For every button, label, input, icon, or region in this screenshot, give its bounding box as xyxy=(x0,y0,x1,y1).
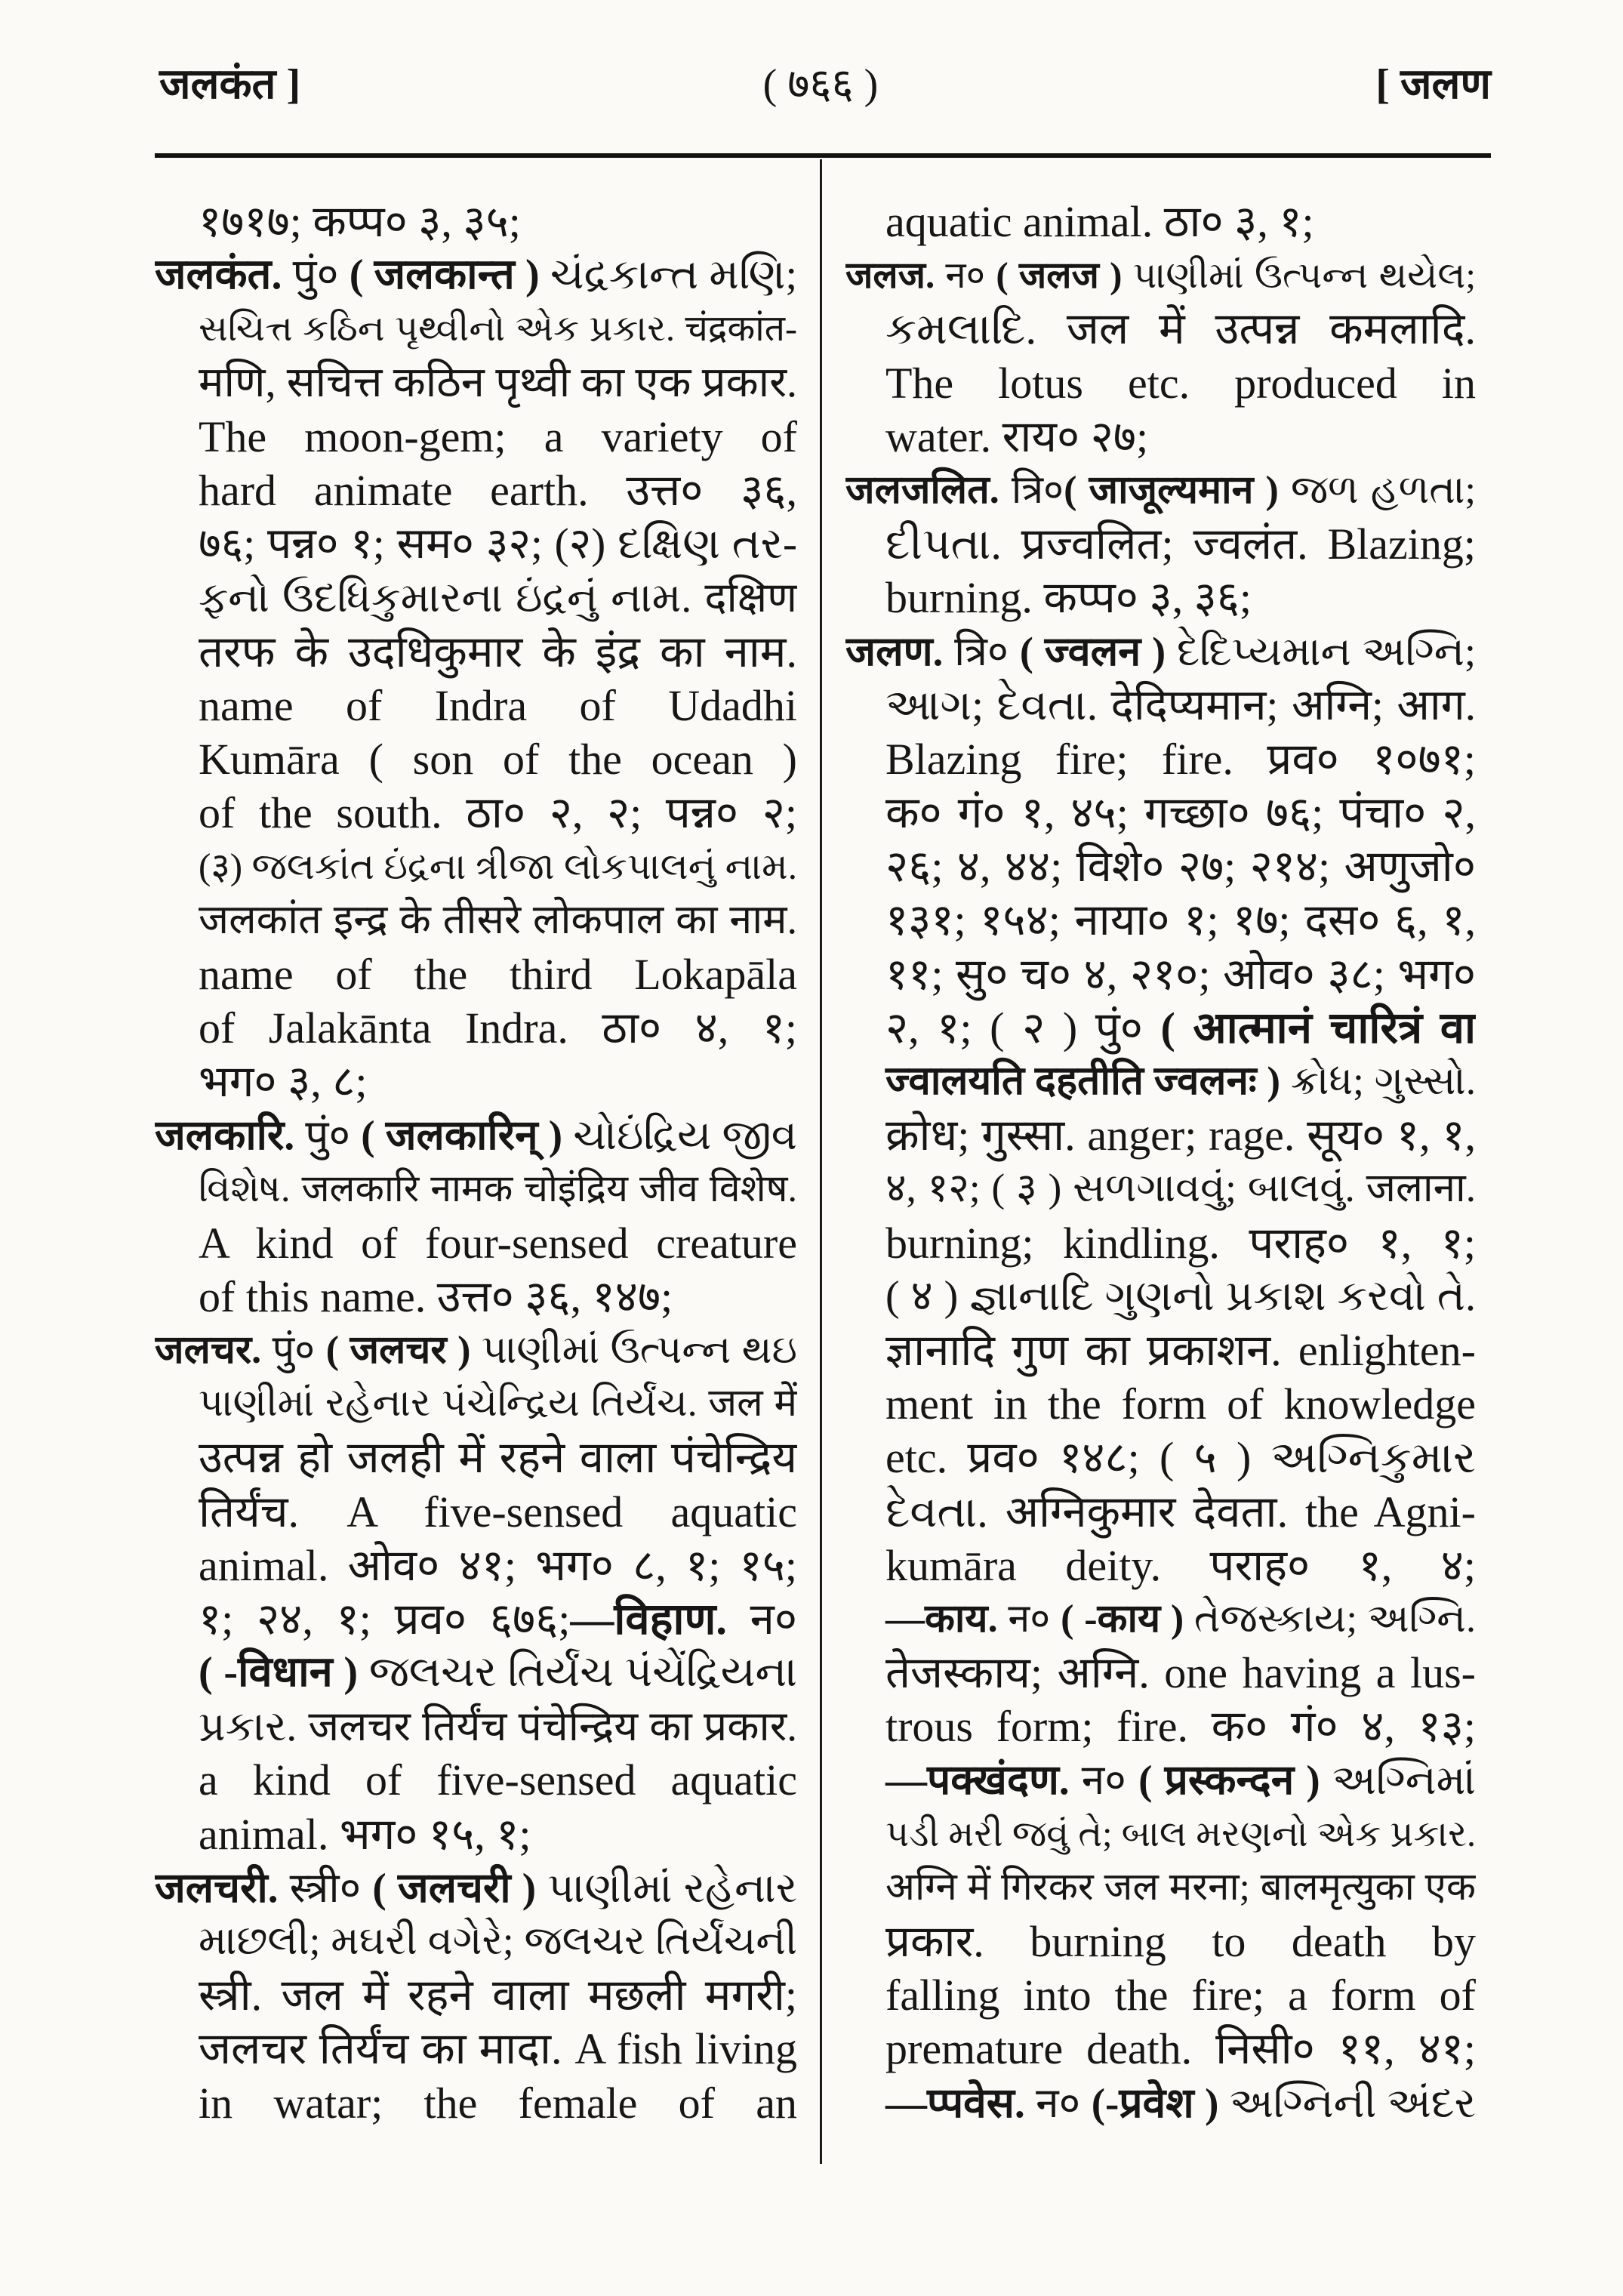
dict-line xyxy=(845,1592,1476,1646)
sub-entry-headword: —पक्खंदण. xyxy=(885,1757,1070,1804)
text-run: त्रि० xyxy=(943,628,1020,674)
dict-line xyxy=(845,625,1476,679)
text-run: न० xyxy=(1024,2079,1092,2126)
dict-line: ज्ञानादि गुण का प्रकाशन. enlighten- xyxy=(885,1325,1476,1375)
dict-line: ફનો ઉદધિકુમારના ઇંદ્રનું નામ. दक्षिण xyxy=(199,575,797,621)
dict-line xyxy=(155,1592,797,1646)
dict-line: (३) જલકાંત ઇંદ્રના ત્રીજા લોકપાલનું નામ. xyxy=(199,846,797,888)
header-rule xyxy=(155,153,1491,158)
dict-line xyxy=(155,1324,797,1377)
dict-line: of Jalakānta Indra. ठा० ४, १; xyxy=(199,1003,797,1052)
dict-line: जलचर तिर्यंच का मादा. A fish living xyxy=(199,2024,797,2074)
sub-entry-headword: —काय. xyxy=(885,1597,998,1641)
dict-line: of the south. ठा० २, २; पन्न० २; xyxy=(199,788,797,838)
dict-line: કમલાદિ. जल में उत्पन्न कमलादि. xyxy=(885,304,1476,354)
text-run: અગ્નિમાં xyxy=(1320,1757,1476,1804)
column-divider xyxy=(820,159,822,2164)
text-run: न० xyxy=(997,1597,1061,1641)
dict-line: तिर्यंच. A five-sensed aquatic xyxy=(199,1487,797,1536)
dict-line: animal. भग० १५, १; xyxy=(199,1809,531,1859)
text-run: અગ્નિની અંદર xyxy=(1218,2079,1476,2126)
left-column xyxy=(155,195,797,2139)
headword: जलचरी. xyxy=(155,1864,279,1911)
sanskrit-term: ( जलकारिन् ) xyxy=(361,1112,563,1159)
dict-entry xyxy=(845,464,1476,625)
text-run: પાણીમાં ઉત્પન્ન થયેલ; xyxy=(1122,254,1476,297)
dict-line xyxy=(845,464,1476,517)
dict-entry xyxy=(845,625,1476,2130)
dict-line: Blazing fire; fire. प्रव० १०७१; xyxy=(885,734,1476,784)
dict-line: name of the third Lokapāla xyxy=(199,949,797,999)
dict-line: मणि, सचित्त कठिन पृथ्वी का एक प्रकार. xyxy=(199,359,797,406)
headword: जलचर. xyxy=(155,1328,262,1372)
dict-line: तरफ के उदधिकुमार के इंद्र का नाम. xyxy=(199,627,797,676)
dict-line: A kind of four-sensed creature xyxy=(199,1218,797,1268)
dict-line: વિશેષ. जलकारि नामक चोइंद्रिय जीव विशेष. xyxy=(199,1167,797,1210)
dict-line: premature death. निसी० ११, ४१; xyxy=(885,2024,1476,2074)
text-run: તેજસ્કાય; અગ્નિ. xyxy=(1184,1597,1476,1641)
sanskrit-term: (-प्रवेश ) xyxy=(1091,2079,1219,2126)
text-run: न० xyxy=(1069,1757,1139,1804)
dict-entry xyxy=(155,1861,797,2130)
sanskrit-term: ( जलचर ) xyxy=(325,1328,471,1372)
sanskrit-term: ( जलज ) xyxy=(996,254,1123,297)
dict-entry xyxy=(155,248,797,1108)
dict-line: १३१; १५४; नाया० १; १७; दस० ६, १, xyxy=(885,895,1476,945)
text-run: पुं० xyxy=(282,251,350,299)
sanskrit-term: ( जाजूल्यमान ) xyxy=(1064,468,1279,512)
dict-line: तेजस्काय; अग्नि. one having a lus- xyxy=(885,1648,1476,1698)
headword: जलकंत. xyxy=(155,251,282,299)
page-number: ( ७६६ ) xyxy=(762,61,879,108)
dict-line: ७६; पन्न० १; सम० ३२; (२) દક્ષિણ તર- xyxy=(199,520,797,569)
dict-line xyxy=(845,1055,1476,1108)
text-run: ક્રોધ; ગુસ્સો. xyxy=(1280,1059,1476,1103)
dict-entry xyxy=(155,1108,797,1324)
running-header-left: जलकंत ] xyxy=(159,61,301,108)
dict-entry xyxy=(155,195,797,248)
dict-line: trous form; fire. क० गं० ४, १३; xyxy=(885,1702,1476,1752)
dict-line: क्रोध; गुस्सा. anger; rage. सूय० १, १, xyxy=(885,1111,1476,1160)
dict-line: ४, १२; ( ३ ) સળગાવવું; બાલવું. जलाना. xyxy=(885,1166,1476,1211)
text-run: દેદિપ્યમાન અગ્નિ; xyxy=(1166,628,1476,674)
headword: जलजलित. xyxy=(845,468,999,512)
text-run: त्रि० xyxy=(999,468,1064,512)
sub-entry-headword: —विहाण. xyxy=(570,1594,727,1644)
dict-line: २६; ४, ४४; विशे० २७; २१४; अणुजो० xyxy=(885,842,1476,892)
dict-line: hard animate earth. उत्त० ३६, xyxy=(199,465,797,515)
dict-line: પડી મરી જવું તે; બાલ મરણનો એક પ્રકાર. xyxy=(885,1814,1476,1854)
text-run: પાણીમાં ઉત્પન્ન થઇ xyxy=(470,1328,797,1372)
dict-line: ment in the form of knowledge xyxy=(885,1379,1476,1429)
sanskrit-term: ( -काय ) xyxy=(1061,1597,1184,1641)
text-run: પાણીમાં રહેનાર xyxy=(536,1864,797,1911)
dict-entry xyxy=(845,248,1476,464)
dict-line xyxy=(845,1753,1476,1807)
sanskrit-term: ( ज्वलन ) xyxy=(1019,628,1166,674)
running-header-right: [ जलण xyxy=(1375,61,1491,108)
dict-line: દેવતા. अग्निकुमार देवता. the Agni- xyxy=(885,1487,1476,1536)
dict-line xyxy=(845,1001,1476,1055)
sanskrit-term: ( -विधान ) xyxy=(199,1649,359,1697)
dict-line: The moon-gem; a variety of xyxy=(199,411,797,461)
dict-line: પ્રકાર. जलचर तिर्यंच पंचेन्द्रिय का प्रकार. xyxy=(199,1703,797,1750)
text-run: स्त्री० xyxy=(278,1864,373,1911)
sanskrit-term: ( आत्मानं चारित्रं वा xyxy=(1160,1003,1476,1052)
dict-line: अग्नि में गिरकर जल मरना; बालमृत्युका एक xyxy=(885,1866,1476,1909)
dict-line: દીપતા. प्रज्वलित; ज्वलंत. Blazing; xyxy=(885,519,1476,569)
text-run: ચોઇંદ્રિય જીવ xyxy=(562,1112,797,1159)
sanskrit-term: ज्वालयति दहतीति ज्वलनः ) xyxy=(885,1059,1280,1103)
dict-line: भग० ३, ८; xyxy=(199,1057,368,1106)
dict-line: water. राय० २७; xyxy=(885,411,1149,461)
dict-line: burning. कप्प० ३, ३६; xyxy=(885,573,1252,623)
dict-line: प्रकार. burning to death by xyxy=(885,1917,1476,1966)
sanskrit-term: ( जलकान्त ) xyxy=(349,251,540,299)
dict-line: name of Indra of Udadhi xyxy=(199,680,797,730)
dict-line: પાણીમાં રહેનાર પંચેન્દ્રિય તિર્યંચ. जल में xyxy=(199,1382,797,1425)
dict-line: in watar; the female of an xyxy=(199,2078,797,2128)
dict-line: ( ४ ) જ્ઞાનાદિ ગુણનો પ્રકાશ કરવો તે. xyxy=(885,1272,1476,1320)
dict-line: क० गं० १, ४५; गच्छा० ७६; पंचा० २, xyxy=(885,788,1476,838)
text-run: १; २४, १; प्रव० ६७६; xyxy=(199,1594,571,1644)
dict-line: of this name. उत्त० ३६, १४७; xyxy=(199,1271,673,1321)
dict-line: Kumāra ( son of the ocean ) xyxy=(199,734,797,784)
dict-line: માછલી; મઘરી વગેરે; જલચર તિર્યંચની xyxy=(199,1919,797,1963)
dict-line xyxy=(845,248,1476,302)
dict-line: स्त्री. जल में रहने वाला मछली मगरी; xyxy=(199,1971,797,2020)
dict-line: जलकांत इन्द्र के तीसरे लोकपाल का नाम. xyxy=(199,897,797,943)
dict-line: kumāra deity. पराह० १, ४; xyxy=(885,1540,1476,1590)
text-run: पुं० xyxy=(294,1112,362,1159)
sub-entry-headword: —प्पवेस. xyxy=(885,2079,1025,2126)
headword: जलज. xyxy=(845,254,935,297)
dict-line: १७१७; कप्प० ३, ३५; xyxy=(199,197,521,246)
headword: जलण. xyxy=(845,628,944,674)
dict-line xyxy=(155,248,797,302)
right-column xyxy=(845,195,1476,2139)
text-run: ચંદ્રકાન્ત મણિ; xyxy=(539,251,797,299)
sanskrit-term: ( जलचरी ) xyxy=(372,1864,537,1911)
dict-line: સચિત્ત કઠિન પૃથ્વીનો એક પ્રકાર. चंद्रकांत- xyxy=(199,309,797,350)
dict-entry xyxy=(155,1324,797,1861)
dict-line: આગ; દેવતા. देदिप्यमान; अग्नि; आग. xyxy=(885,681,1476,729)
text-run: २, १; ( २ ) पुं० xyxy=(885,1003,1161,1052)
sanskrit-term: ( प्रस्कन्दन ) xyxy=(1138,1757,1320,1804)
dict-line xyxy=(155,1646,797,1700)
text-run: न० xyxy=(726,1594,797,1644)
dict-line: aquatic animal. ठा० ३, १; xyxy=(885,197,1314,246)
dict-line: animal. ओव० ४१; भग० ८, १; १५; xyxy=(199,1540,797,1590)
dict-line: a kind of five-sensed aquatic xyxy=(199,1755,797,1805)
dict-line xyxy=(845,2076,1476,2130)
text-run: જળ હળતા; xyxy=(1278,468,1476,512)
dict-line: etc. प्रव० १४८; ( ५ ) અગ્નિકુમાર xyxy=(885,1433,1476,1483)
dict-line xyxy=(155,1861,797,1915)
dict-entry xyxy=(845,195,1476,248)
dict-line xyxy=(155,1108,797,1162)
text-run: જલચર તિર્યંચ પંચેંદ્રિયના xyxy=(358,1649,797,1697)
headword: जलकारि. xyxy=(155,1112,295,1159)
dict-line: उत्पन्न हो जलही में रहने वाला पंचेन्द्रिय xyxy=(199,1433,797,1483)
dict-line: The lotus etc. produced in xyxy=(885,358,1476,408)
dict-line: falling into the fire; a form of xyxy=(885,1971,1476,2020)
text-run: न० xyxy=(935,254,996,297)
text-run: पुं० xyxy=(261,1328,326,1372)
dict-line: burning; kindling. पराह० १, १; xyxy=(885,1218,1476,1268)
dict-line: ११; सु० च० ४, २१०; ओव० ३८; भग० xyxy=(885,949,1476,999)
